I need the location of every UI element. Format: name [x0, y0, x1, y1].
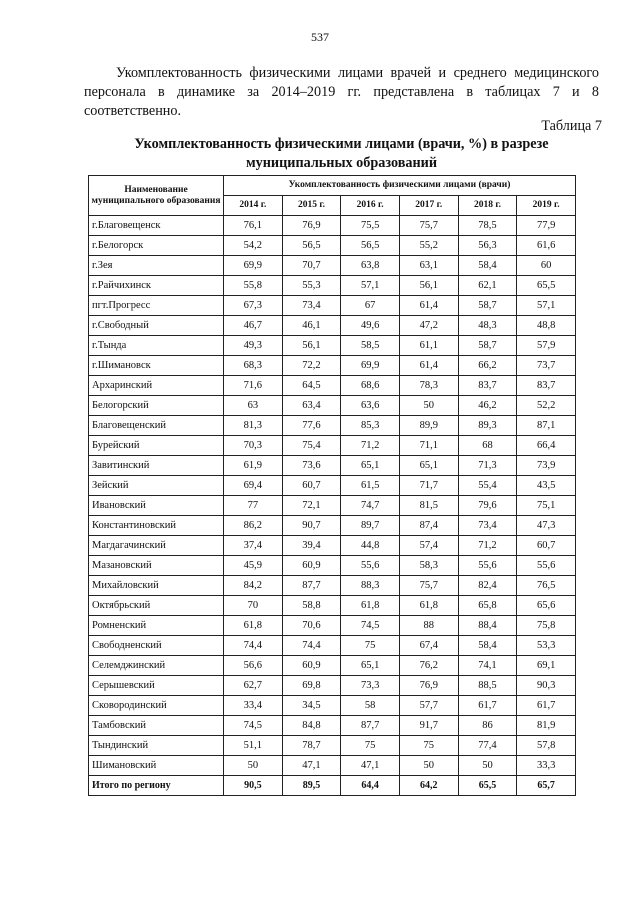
- row-name-cell: г.Белогорск: [89, 236, 224, 256]
- value-cell: 73,9: [517, 456, 576, 476]
- value-cell: 63,1: [399, 256, 458, 276]
- value-cell: 87,1: [517, 416, 576, 436]
- table-row: [89, 276, 576, 296]
- value-cell: 57,1: [517, 296, 576, 316]
- value-cell: 65,8: [458, 596, 517, 616]
- table-header-row: [89, 176, 576, 196]
- value-cell: 71,2: [458, 536, 517, 556]
- value-cell: 71,7: [399, 476, 458, 496]
- value-cell: 56,1: [282, 336, 341, 356]
- value-cell: 74,4: [224, 636, 283, 656]
- value-cell: 56,6: [224, 656, 283, 676]
- value-cell: 34,5: [282, 696, 341, 716]
- name-column-header: Наименование муниципального образования: [89, 176, 224, 216]
- value-cell: 33,3: [517, 756, 576, 776]
- value-cell: 61,8: [224, 616, 283, 636]
- value-cell: 75: [341, 636, 400, 656]
- value-cell: 58,4: [458, 256, 517, 276]
- value-cell: 86,2: [224, 516, 283, 536]
- value-cell: 58,4: [458, 636, 517, 656]
- value-cell: 61,5: [341, 476, 400, 496]
- value-cell: 56,1: [399, 276, 458, 296]
- table-row: [89, 296, 576, 316]
- value-cell: 47,1: [282, 756, 341, 776]
- row-name-cell: Архаринский: [89, 376, 224, 396]
- table-row: [89, 436, 576, 456]
- value-cell: 73,4: [282, 296, 341, 316]
- table-row: [89, 396, 576, 416]
- value-cell: 61,7: [458, 696, 517, 716]
- value-cell: 68,3: [224, 356, 283, 376]
- value-cell: 61,8: [399, 596, 458, 616]
- value-cell: 60: [517, 256, 576, 276]
- value-cell: 85,3: [341, 416, 400, 436]
- row-name-cell: Константиновский: [89, 516, 224, 536]
- staffing-table: [88, 175, 576, 796]
- row-name-cell: пгт.Прогресс: [89, 296, 224, 316]
- value-cell: 39,4: [282, 536, 341, 556]
- year-header: 2015 г.: [282, 196, 341, 216]
- value-cell: 63: [224, 396, 283, 416]
- value-cell: 75,5: [341, 216, 400, 236]
- value-cell: 67: [341, 296, 400, 316]
- value-cell: 84,8: [282, 716, 341, 736]
- table-row: [89, 696, 576, 716]
- year-header: 2014 г.: [224, 196, 283, 216]
- value-cell: 91,7: [399, 716, 458, 736]
- value-cell: 58,8: [282, 596, 341, 616]
- value-cell: 77,4: [458, 736, 517, 756]
- total-value-cell: 65,5: [458, 776, 517, 796]
- value-cell: 78,3: [399, 376, 458, 396]
- table-row: [89, 456, 576, 476]
- value-cell: 55,6: [517, 556, 576, 576]
- value-cell: 89,9: [399, 416, 458, 436]
- value-cell: 47,3: [517, 516, 576, 536]
- table-row: [89, 596, 576, 616]
- value-cell: 55,6: [341, 556, 400, 576]
- value-cell: 61,4: [399, 296, 458, 316]
- value-cell: 78,7: [282, 736, 341, 756]
- value-cell: 50: [458, 756, 517, 776]
- value-cell: 44,8: [341, 536, 400, 556]
- value-cell: 76,1: [224, 216, 283, 236]
- value-cell: 61,4: [399, 356, 458, 376]
- value-cell: 46,2: [458, 396, 517, 416]
- value-cell: 76,9: [282, 216, 341, 236]
- row-name-cell: Серышевский: [89, 676, 224, 696]
- value-cell: 49,3: [224, 336, 283, 356]
- row-name-cell: Бурейский: [89, 436, 224, 456]
- value-cell: 90,3: [517, 676, 576, 696]
- value-cell: 71,2: [341, 436, 400, 456]
- row-name-cell: г.Тында: [89, 336, 224, 356]
- value-cell: 61,1: [399, 336, 458, 356]
- table-row: [89, 536, 576, 556]
- value-cell: 76,2: [399, 656, 458, 676]
- value-cell: 73,6: [282, 456, 341, 476]
- total-name-cell: Итого по региону: [89, 776, 224, 796]
- table-row: [89, 736, 576, 756]
- table-row: [89, 656, 576, 676]
- value-cell: 65,1: [399, 456, 458, 476]
- table-row: [89, 616, 576, 636]
- row-name-cell: г.Шимановск: [89, 356, 224, 376]
- value-cell: 89,7: [341, 516, 400, 536]
- value-cell: 56,5: [282, 236, 341, 256]
- value-cell: 89,3: [458, 416, 517, 436]
- row-name-cell: Зейский: [89, 476, 224, 496]
- value-cell: 70,7: [282, 256, 341, 276]
- value-cell: 75: [341, 736, 400, 756]
- total-value-cell: 65,7: [517, 776, 576, 796]
- value-cell: 55,6: [458, 556, 517, 576]
- value-cell: 58: [341, 696, 400, 716]
- value-cell: 56,3: [458, 236, 517, 256]
- value-cell: 88: [399, 616, 458, 636]
- value-cell: 53,3: [517, 636, 576, 656]
- value-cell: 60,7: [517, 536, 576, 556]
- row-name-cell: г.Зея: [89, 256, 224, 276]
- value-cell: 43,5: [517, 476, 576, 496]
- value-cell: 61,7: [517, 696, 576, 716]
- value-cell: 61,8: [341, 596, 400, 616]
- row-name-cell: Мазановский: [89, 556, 224, 576]
- value-cell: 75,1: [517, 496, 576, 516]
- row-name-cell: Тындинский: [89, 736, 224, 756]
- value-cell: 63,8: [341, 256, 400, 276]
- row-name-cell: г.Райчихинск: [89, 276, 224, 296]
- row-name-cell: Ивановский: [89, 496, 224, 516]
- value-cell: 88,5: [458, 676, 517, 696]
- value-cell: 67,3: [224, 296, 283, 316]
- value-cell: 57,8: [517, 736, 576, 756]
- value-cell: 33,4: [224, 696, 283, 716]
- value-cell: 60,9: [282, 656, 341, 676]
- row-name-cell: г.Благовещенск: [89, 216, 224, 236]
- value-cell: 50: [399, 396, 458, 416]
- value-cell: 79,6: [458, 496, 517, 516]
- table-row: [89, 416, 576, 436]
- value-cell: 58,7: [458, 296, 517, 316]
- value-cell: 74,7: [341, 496, 400, 516]
- value-cell: 52,2: [517, 396, 576, 416]
- value-cell: 61,9: [224, 456, 283, 476]
- value-cell: 61,6: [517, 236, 576, 256]
- value-cell: 73,3: [341, 676, 400, 696]
- table-row: [89, 496, 576, 516]
- value-cell: 46,1: [282, 316, 341, 336]
- value-cell: 74,5: [341, 616, 400, 636]
- year-header: 2017 г.: [399, 196, 458, 216]
- row-name-cell: Шимановский: [89, 756, 224, 776]
- value-cell: 45,9: [224, 556, 283, 576]
- value-cell: 47,2: [399, 316, 458, 336]
- value-cell: 65,6: [517, 596, 576, 616]
- total-value-cell: 64,2: [399, 776, 458, 796]
- table-row: [89, 716, 576, 736]
- value-cell: 71,1: [399, 436, 458, 456]
- value-cell: 74,4: [282, 636, 341, 656]
- row-name-cell: Магдагачинский: [89, 536, 224, 556]
- value-cell: 57,9: [517, 336, 576, 356]
- value-cell: 58,7: [458, 336, 517, 356]
- value-cell: 77,9: [517, 216, 576, 236]
- table-row: [89, 336, 576, 356]
- value-cell: 54,2: [224, 236, 283, 256]
- table-row: [89, 636, 576, 656]
- total-value-cell: 64,4: [341, 776, 400, 796]
- value-cell: 71,3: [458, 456, 517, 476]
- value-cell: 72,2: [282, 356, 341, 376]
- value-cell: 50: [399, 756, 458, 776]
- value-cell: 48,8: [517, 316, 576, 336]
- year-header: 2019 г.: [517, 196, 576, 216]
- value-cell: 66,4: [517, 436, 576, 456]
- year-header: 2016 г.: [341, 196, 400, 216]
- value-cell: 75: [399, 736, 458, 756]
- value-cell: 83,7: [458, 376, 517, 396]
- row-name-cell: Тамбовский: [89, 716, 224, 736]
- value-cell: 63,4: [282, 396, 341, 416]
- value-cell: 70,6: [282, 616, 341, 636]
- table-row: [89, 756, 576, 776]
- value-cell: 74,5: [224, 716, 283, 736]
- value-cell: 48,3: [458, 316, 517, 336]
- value-cell: 64,5: [282, 376, 341, 396]
- table-body: [89, 216, 576, 796]
- value-cell: 69,9: [224, 256, 283, 276]
- value-cell: 51,1: [224, 736, 283, 756]
- value-cell: 81,5: [399, 496, 458, 516]
- value-cell: 37,4: [224, 536, 283, 556]
- value-cell: 66,2: [458, 356, 517, 376]
- value-cell: 71,6: [224, 376, 283, 396]
- year-header: 2018 г.: [458, 196, 517, 216]
- value-cell: 74,1: [458, 656, 517, 676]
- value-cell: 55,3: [282, 276, 341, 296]
- table-row: [89, 556, 576, 576]
- total-value-cell: 90,5: [224, 776, 283, 796]
- value-cell: 75,7: [399, 576, 458, 596]
- value-cell: 46,7: [224, 316, 283, 336]
- value-cell: 73,4: [458, 516, 517, 536]
- value-cell: 58,3: [399, 556, 458, 576]
- total-value-cell: 89,5: [282, 776, 341, 796]
- table-row: [89, 256, 576, 276]
- value-cell: 72,1: [282, 496, 341, 516]
- value-cell: 49,6: [341, 316, 400, 336]
- value-cell: 78,5: [458, 216, 517, 236]
- row-name-cell: Ромненский: [89, 616, 224, 636]
- value-cell: 84,2: [224, 576, 283, 596]
- row-name-cell: Сковородинский: [89, 696, 224, 716]
- value-cell: 68: [458, 436, 517, 456]
- table-label: Таблица 7: [541, 118, 602, 134]
- value-cell: 90,7: [282, 516, 341, 536]
- value-cell: 77,6: [282, 416, 341, 436]
- group-column-header: Укомплектованность физическими лицами (врачи): [224, 176, 576, 196]
- value-cell: 67,4: [399, 636, 458, 656]
- value-cell: 73,7: [517, 356, 576, 376]
- table-row: [89, 576, 576, 596]
- value-cell: 65,5: [517, 276, 576, 296]
- value-cell: 70: [224, 596, 283, 616]
- value-cell: 69,8: [282, 676, 341, 696]
- value-cell: 47,1: [341, 756, 400, 776]
- table-row: [89, 376, 576, 396]
- value-cell: 77: [224, 496, 283, 516]
- value-cell: 68,6: [341, 376, 400, 396]
- intro-paragraph: Укомплектованность физическими лицами врачей и среднего медицинского персонала в динамике за 2014–2019 гг. представлена в таблицах 7 и 8 соответственно.: [84, 65, 599, 119]
- value-cell: 83,7: [517, 376, 576, 396]
- value-cell: 87,7: [282, 576, 341, 596]
- value-cell: 50: [224, 756, 283, 776]
- row-name-cell: Свободненский: [89, 636, 224, 656]
- table-row: [89, 356, 576, 376]
- table-row: [89, 516, 576, 536]
- page-number: 537: [311, 30, 329, 44]
- value-cell: 65,1: [341, 656, 400, 676]
- row-name-cell: г.Свободный: [89, 316, 224, 336]
- value-cell: 75,4: [282, 436, 341, 456]
- table-row: [89, 316, 576, 336]
- value-cell: 57,1: [341, 276, 400, 296]
- value-cell: 57,7: [399, 696, 458, 716]
- value-cell: 87,7: [341, 716, 400, 736]
- value-cell: 62,7: [224, 676, 283, 696]
- table-row: [89, 676, 576, 696]
- value-cell: 75,8: [517, 616, 576, 636]
- value-cell: 60,9: [282, 556, 341, 576]
- row-name-cell: Михайловский: [89, 576, 224, 596]
- row-name-cell: Октябрьский: [89, 596, 224, 616]
- value-cell: 56,5: [341, 236, 400, 256]
- value-cell: 76,9: [399, 676, 458, 696]
- value-cell: 75,7: [399, 216, 458, 236]
- value-cell: 58,5: [341, 336, 400, 356]
- total-row: [89, 776, 576, 796]
- value-cell: 63,6: [341, 396, 400, 416]
- value-cell: 62,1: [458, 276, 517, 296]
- row-name-cell: Завитинский: [89, 456, 224, 476]
- table-row: [89, 236, 576, 256]
- value-cell: 69,9: [341, 356, 400, 376]
- value-cell: 69,1: [517, 656, 576, 676]
- value-cell: 69,4: [224, 476, 283, 496]
- row-name-cell: Белогорский: [89, 396, 224, 416]
- table-title: Укомплектованность физическими лицами (врачи, %) в разрезе муниципальных образований: [134, 136, 549, 171]
- row-name-cell: Благовещенский: [89, 416, 224, 436]
- value-cell: 60,7: [282, 476, 341, 496]
- value-cell: 81,9: [517, 716, 576, 736]
- value-cell: 82,4: [458, 576, 517, 596]
- value-cell: 55,4: [458, 476, 517, 496]
- value-cell: 70,3: [224, 436, 283, 456]
- value-cell: 88,3: [341, 576, 400, 596]
- value-cell: 65,1: [341, 456, 400, 476]
- table-row: [89, 216, 576, 236]
- value-cell: 87,4: [399, 516, 458, 536]
- value-cell: 55,2: [399, 236, 458, 256]
- value-cell: 76,5: [517, 576, 576, 596]
- row-name-cell: Селемджинский: [89, 656, 224, 676]
- value-cell: 88,4: [458, 616, 517, 636]
- table-row: [89, 476, 576, 496]
- value-cell: 81,3: [224, 416, 283, 436]
- value-cell: 57,4: [399, 536, 458, 556]
- value-cell: 86: [458, 716, 517, 736]
- value-cell: 55,8: [224, 276, 283, 296]
